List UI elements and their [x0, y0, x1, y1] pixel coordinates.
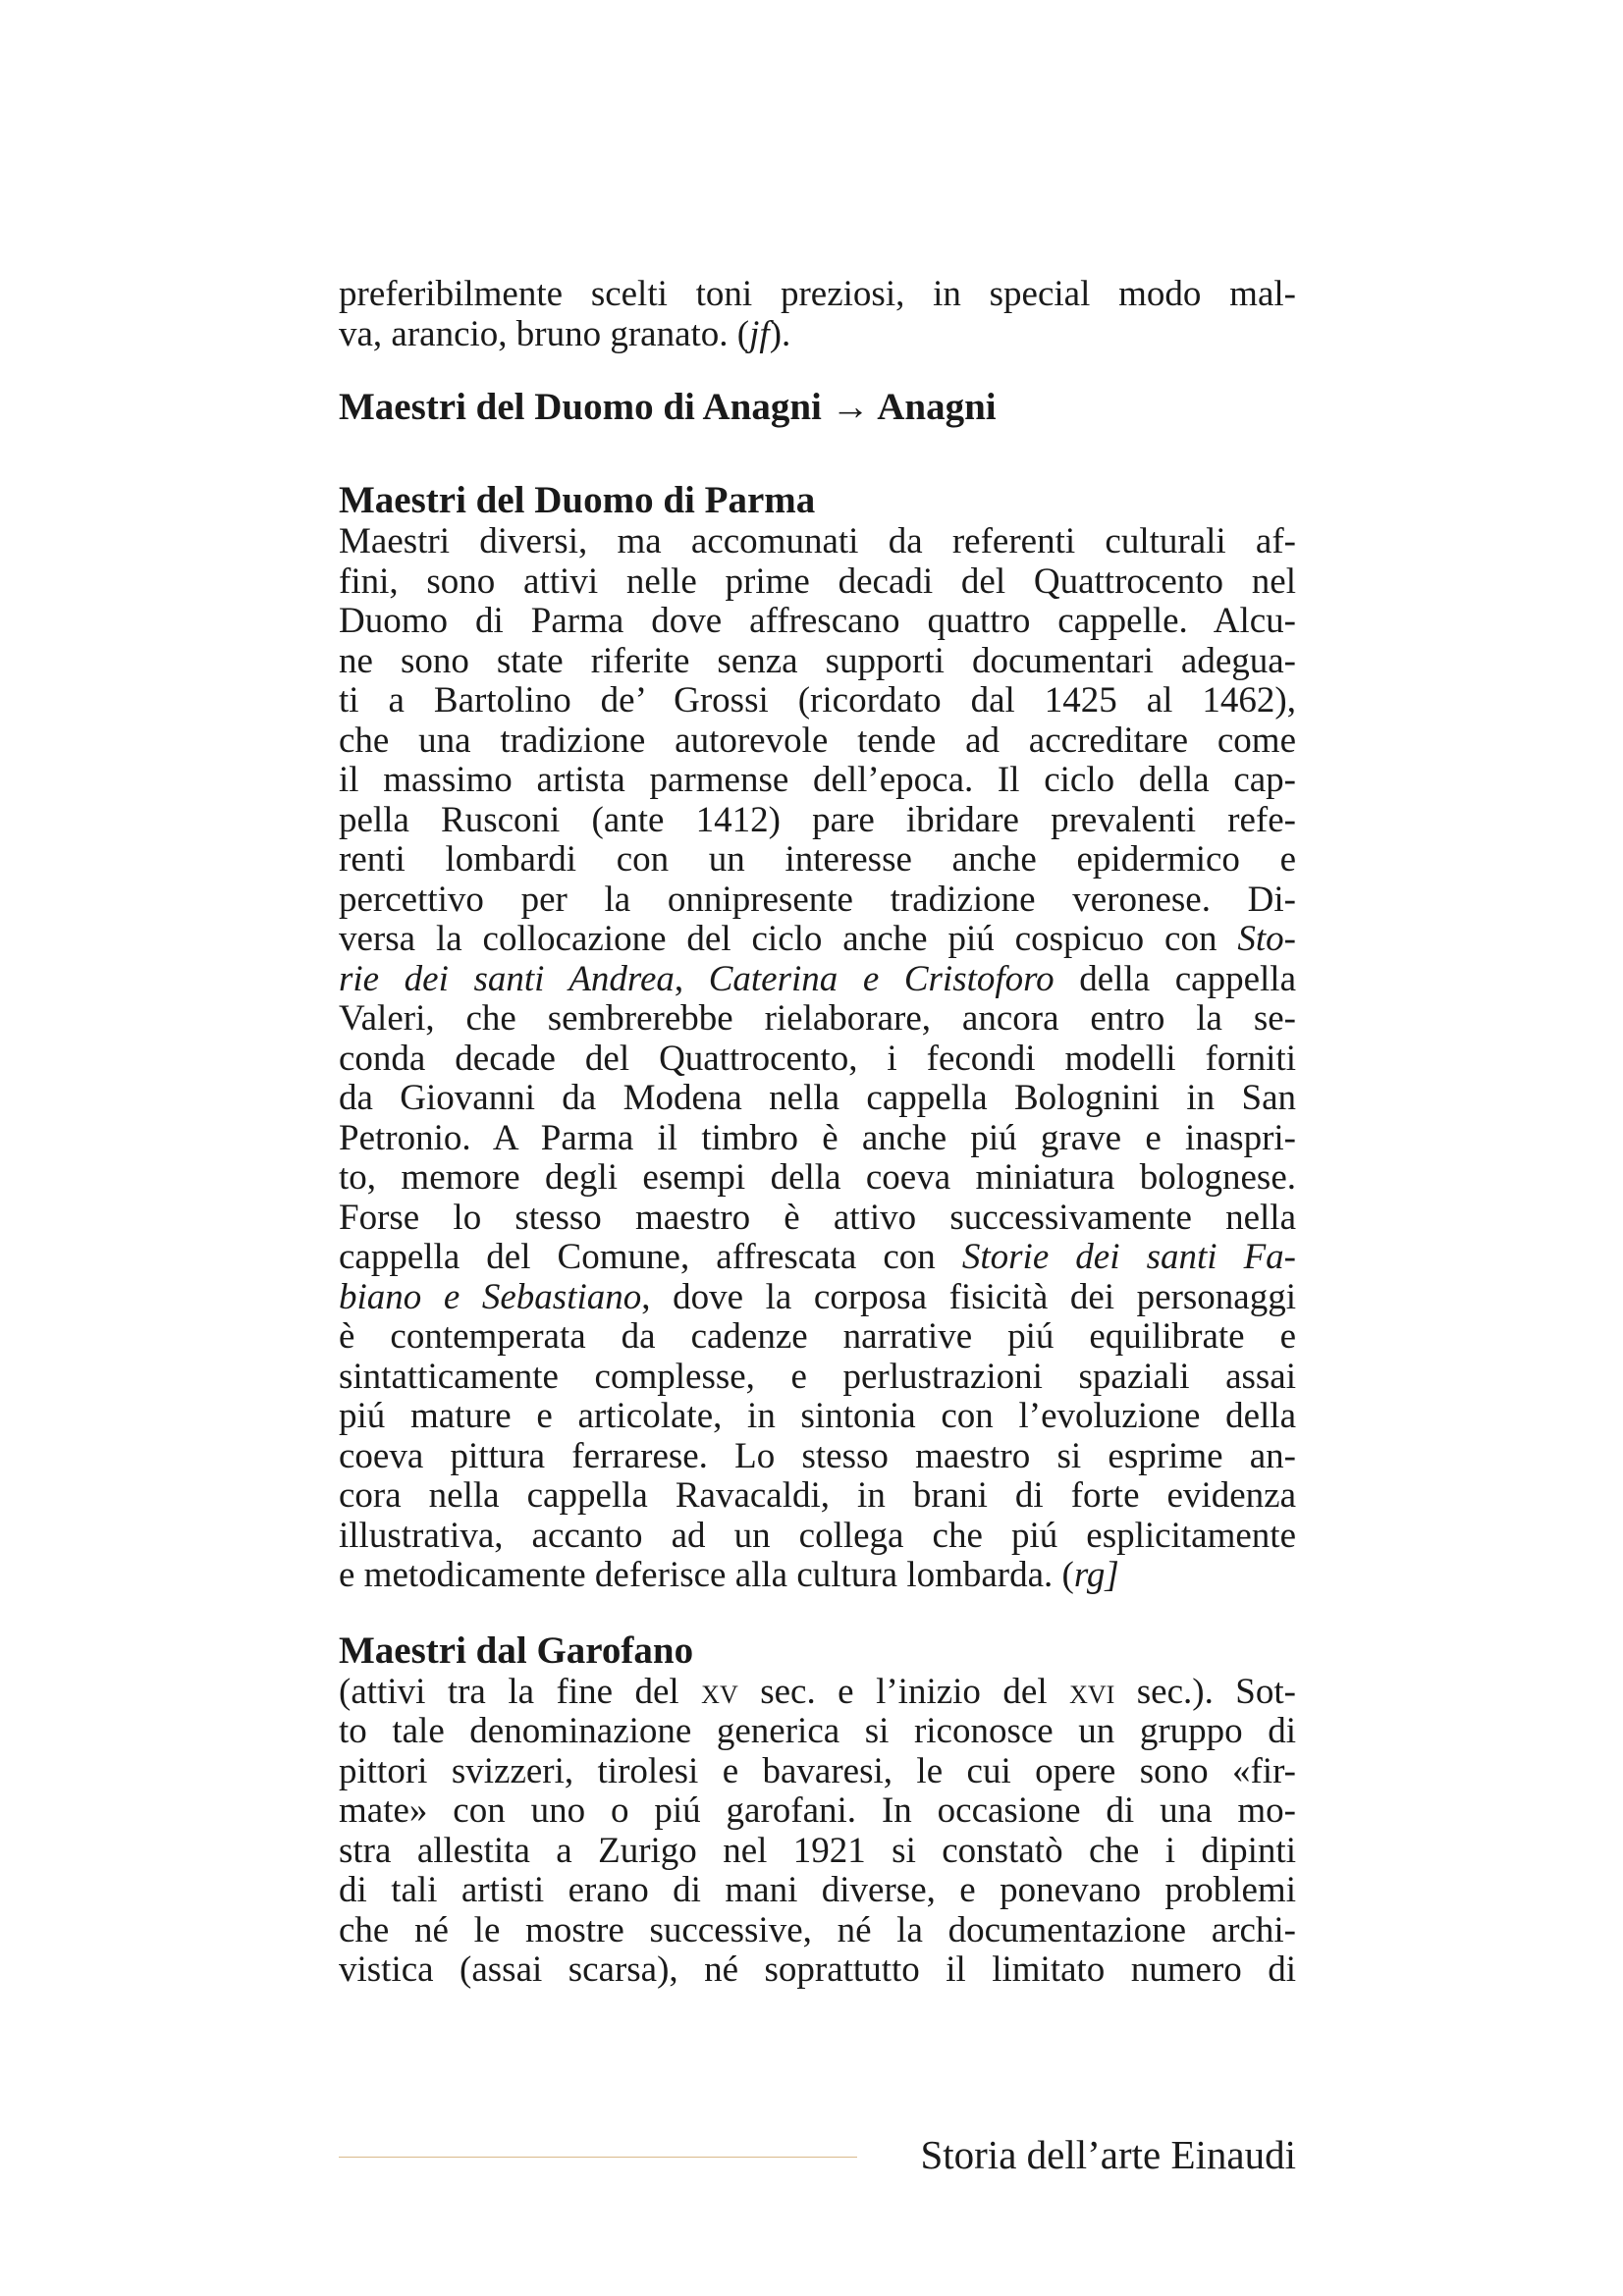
text-line: conda decade del Quattrocento, i fecondi modelli forniti	[339, 1038, 1296, 1079]
text-line: cappella del Comune, affrescata con Storie dei santi Fa-	[339, 1237, 1297, 1277]
footer-title: Storia dell’arte Einaudi	[920, 2132, 1296, 2177]
text-line: sintatticamente complesse, e perlustrazioni spaziali assai	[339, 1356, 1296, 1397]
footer-divider	[339, 2157, 857, 2158]
entry-heading-anagni	[339, 386, 1296, 429]
text-line: ne sono state riferite senza supporti documentari adegua-	[339, 640, 1296, 681]
text-line: da Giovanni da Modena nella cappella Bolognini in San	[339, 1078, 1296, 1118]
text-line: illustrativa, accanto ad un collega che piú esplicitamente	[339, 1515, 1296, 1556]
text-line: che né le mostre successive, né la documentazione archi-	[339, 1909, 1296, 1950]
text-line: renti lombardi con un interesse anche epidermico e	[339, 839, 1296, 880]
text-line: Maestri diversi, ma accomunati da referenti culturali af-	[339, 521, 1296, 561]
entry-heading-parma: Maestri del Duomo di Parma	[339, 479, 816, 521]
text-line: coeva pittura ferrarese. Lo stesso maestro si esprime an-	[339, 1435, 1296, 1476]
text-line: stra allestita a Zurigo nel 1921 si constatò che i dipinti	[339, 1830, 1296, 1871]
text-line: to, memore degli esempi della coeva miniatura bolognese.	[339, 1157, 1296, 1198]
text-line: biano e Sebastiano, dove la corposa fisicità dei personaggi	[339, 1276, 1297, 1317]
text-line: to tale denominazione generica si riconosce un gruppo di	[339, 1711, 1296, 1751]
text-line: mate» con uno o piú garofani. In occasione di una mo-	[339, 1790, 1296, 1831]
text-line: di tali artisti erano di mani diverse, e ponevano problemi	[339, 1870, 1296, 1910]
text-line: è contemperata da cadenze narrative piú equilibrate e	[339, 1316, 1296, 1357]
text-line: percettivo per la onnipresente tradizione veronese. Di-	[339, 879, 1296, 920]
entry-heading-garofano: Maestri dal Garofano	[339, 1629, 694, 1672]
text-line: il massimo artista parmense dell’epoca. Il ciclo della cap-	[339, 760, 1296, 800]
text-line: ti a Bartolino de’ Grossi (ricordato dal 1425 al 1462),	[339, 680, 1296, 721]
text-line: rie dei santi Andrea, Caterina e Cristoforo della cappella	[339, 958, 1296, 999]
text-line: Forse lo stesso maestro è attivo successivamente nella	[339, 1197, 1296, 1238]
text-line: Petronio. A Parma il timbro è anche piú grave e inaspri-	[339, 1117, 1296, 1158]
text-line: cora nella cappella Ravacaldi, in brani di forte evidenza	[339, 1475, 1296, 1516]
intro-paragraph	[339, 275, 1296, 354]
text-line: va, arancio, bruno granato. (jf).	[339, 313, 791, 354]
arrow-icon: →	[831, 386, 870, 428]
text-line: pittori svizzeri, tirolesi e bavaresi, le cui opere sono «fir-	[339, 1750, 1296, 1791]
entry-body-garofano	[339, 1673, 1296, 1991]
text-line: Duomo di Parma dove affrescano quattro cappelle. Alcu-	[339, 601, 1296, 641]
text-line: vistica (assai scarsa), né soprattutto il limitato numero di	[339, 1949, 1296, 1990]
page-body	[339, 275, 1296, 1991]
text-line: Valeri, che sembrerebbe rielaborare, ancora entro la se-	[339, 998, 1296, 1039]
text-line: che una tradizione autorevole tende ad accreditare come	[339, 720, 1296, 761]
text-line: pella Rusconi (ante 1412) pare ibridare prevalenti refe-	[339, 799, 1296, 840]
cross-reference-link[interactable]: Anagni	[877, 386, 997, 428]
text-line: preferibilmente scelti toni preziosi, in special modo mal-	[339, 274, 1296, 314]
heading-text: Maestri del Duomo di Anagni	[339, 386, 822, 428]
text-line: piú mature e articolate, in sintonia con l’evoluzione della	[339, 1396, 1296, 1436]
entry-body-parma	[339, 522, 1296, 1596]
text-line: fini, sono attivi nelle prime decadi del Quattrocento nel	[339, 561, 1296, 602]
text-line: (attivi tra la fine del xv sec. e l’inizio del xvi sec.). Sot-	[339, 1671, 1296, 1712]
text-line: versa la collocazione del ciclo anche piú cospicuo con Sto-	[339, 919, 1296, 959]
page-footer	[339, 2130, 1296, 2179]
text-line: e metodicamente deferisce alla cultura lombarda. (rg]	[339, 1555, 1119, 1595]
